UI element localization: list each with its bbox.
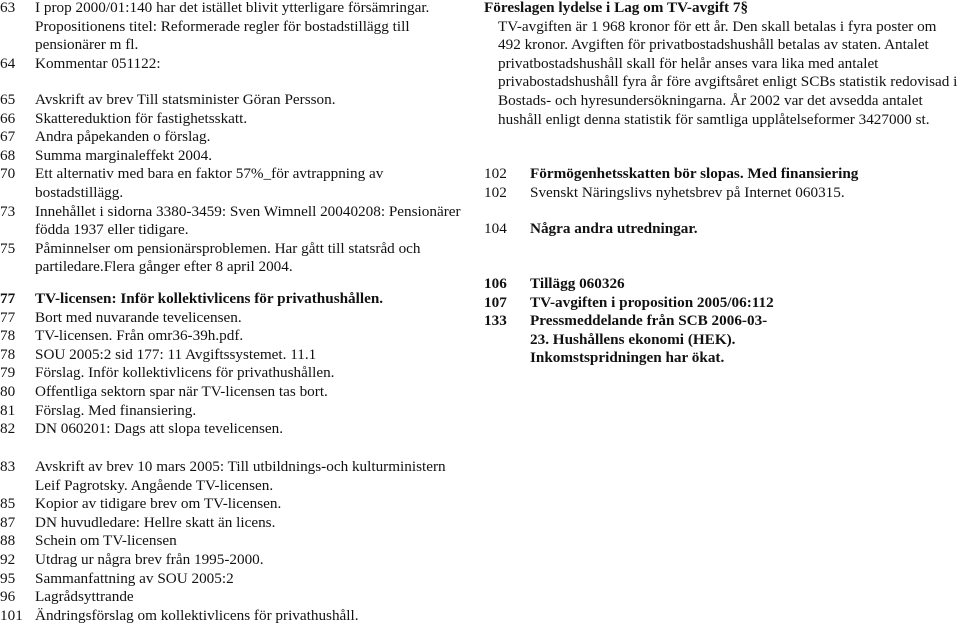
section-heading: Föreslagen lydelse i Lag om TV-avgift 7§	[484, 0, 749, 16]
item-text: Utdrag ur några brev från 1995-2000.	[35, 550, 264, 568]
item-number: 80	[0, 382, 16, 400]
item-number: 75	[0, 239, 16, 257]
list-item	[0, 402, 470, 421]
list-item	[0, 607, 470, 626]
list-item	[0, 495, 470, 514]
item-text: SOU 2005:2 sid 177: 11 Avgiftssystemet. 11.1	[35, 345, 317, 363]
item-number: 107	[484, 293, 507, 311]
item-number: 77	[0, 308, 16, 326]
item-text: Några andra utredningar.	[530, 220, 698, 237]
item-text: Pressmeddelande från SCB 2006-03-23. Hushållens ekonomi (HEK). Inkomstspridningen har ökat.	[530, 312, 768, 367]
list-item	[0, 55, 470, 74]
item-number: 82	[0, 420, 16, 438]
list-item	[0, 128, 470, 147]
item-number: 83	[0, 458, 16, 475]
list-block-2	[0, 91, 470, 277]
item-number: 92	[0, 550, 16, 568]
item-number: 78	[0, 327, 16, 345]
item-number: 65	[0, 91, 16, 108]
tv-avgift-section	[484, 0, 959, 129]
item-number: 102	[484, 183, 507, 201]
list-item	[0, 532, 470, 551]
item-text: Svenskt Näringslivs nyhetsbrev på Internet 060315.	[530, 183, 845, 201]
item-text: Avskrift av brev Till statsminister Göran Persson.	[35, 91, 336, 108]
list-item	[0, 110, 470, 129]
item-text: Summa marginaleffekt 2004.	[35, 146, 213, 164]
list-item	[0, 458, 470, 495]
item-text: Sammanfattning av SOU 2005:2	[35, 569, 234, 587]
item-text: Kommentar 051122:	[35, 54, 161, 72]
item-text: Förmögenhetsskatten bör slopas. Med finansiering	[530, 165, 859, 182]
item-number: 96	[0, 588, 16, 606]
list-item	[0, 383, 470, 402]
item-number: 85	[0, 495, 16, 513]
item-text: Ett alternativ med bara en faktor 57%_för avtrappning av bostadstillägg.	[35, 165, 384, 201]
item-text: DN huvudledare: Hellre skatt än licens.	[35, 513, 276, 531]
list-item	[484, 184, 959, 203]
item-text: DN 060201: Dags att slopa tevelicensen.	[35, 420, 284, 438]
item-text: Innehållet i sidorna 3380-3459: Sven Wimnell 20040208: Pensionärer födda 1937 eller tidigare.	[35, 202, 461, 239]
item-number: 78	[0, 345, 16, 363]
item-text: Påminnelser om pensionärsproblemen. Har gått till statsråd och partiledare.Flera gånger efter 8 april 2004.	[35, 239, 421, 276]
list-item	[484, 220, 959, 239]
item-number: 68	[0, 146, 16, 164]
item-number: 63	[0, 0, 16, 16]
item-number: 101	[0, 606, 23, 624]
list-item	[0, 570, 470, 589]
item-text: I prop 2000/01:140 har det istället blivit ytterligare försämringar. Propositionens titel: Reformerade regler för bostadstillägg till pensionärer m fl.	[35, 0, 430, 54]
list-item	[0, 147, 470, 166]
item-text: Förslag. Inför kollektivlicens för privathushållen.	[35, 364, 335, 382]
list-item	[0, 346, 470, 365]
item-text: Skattereduktion för fastighetsskatt.	[35, 109, 248, 127]
item-number: 106	[484, 275, 507, 292]
item-text: TV-licensen. Från omr36-39h.pdf.	[35, 327, 244, 345]
list-block-right-4	[484, 275, 959, 368]
item-text: Kopior av tidigare brev om TV-licensen.	[35, 495, 282, 513]
list-item	[484, 165, 959, 184]
list-item	[0, 91, 470, 110]
list-item	[0, 309, 470, 328]
item-number: 102	[484, 165, 507, 182]
item-text: Avskrift av brev 10 mars 2005: Till utbildnings-och kulturministern Leif Pagrotsky. Angående TV-licensen.	[35, 458, 446, 494]
list-item	[484, 294, 959, 313]
list-item	[484, 312, 959, 368]
item-text: Bort med nuvarande tevelicensen.	[35, 308, 242, 326]
item-text: Andra påpekanden o förslag.	[35, 128, 211, 146]
list-block-right-2	[484, 165, 959, 202]
item-number: 87	[0, 513, 16, 531]
list-item	[0, 290, 470, 309]
item-number: 64	[0, 54, 16, 72]
item-number: 67	[0, 128, 16, 146]
item-number: 81	[0, 401, 16, 419]
list-item	[0, 327, 470, 346]
list-item	[0, 420, 470, 439]
item-text: Schein om TV-licensen	[35, 532, 177, 550]
item-text: TV-avgiften i proposition 2005/06:112	[530, 293, 774, 311]
list-item	[0, 551, 470, 570]
item-text: Förslag. Med finansiering.	[35, 401, 197, 419]
item-number: 88	[0, 532, 16, 550]
item-number: 79	[0, 364, 16, 382]
item-text: Tillägg 060326	[530, 275, 625, 292]
item-text: Offentliga sektorn spar när TV-licensen tas bort.	[35, 382, 328, 400]
list-block-3	[0, 290, 470, 439]
item-number: 104	[484, 220, 507, 237]
list-block-right-3	[484, 220, 959, 239]
list-item	[0, 514, 470, 533]
item-number: 133	[484, 312, 507, 330]
item-number: 66	[0, 109, 16, 127]
list-item	[0, 588, 470, 607]
list-item	[0, 203, 470, 240]
item-text: Ändringsförslag om kollektivlicens för privathushåll.	[35, 606, 359, 624]
list-item	[0, 165, 470, 202]
list-item	[0, 0, 470, 55]
list-item	[0, 240, 470, 277]
item-text: Lagrådsyttrande	[35, 588, 134, 606]
section-paragraph: TV-avgiften är 1 968 kronor för ett år. Den skall betalas i fyra poster om 492 kronor. Avgiften för privatbostadshushåll betalas av staten. Antalet privatbostadshushåll skall för helår anses vara lika med antalet privabostadshushåll fyra år före avgiftsåret enligt SCBs statistik redovisad i Bostads- och hyresundersökningarna. År 2002 var det avsedda antalet hushåll enligt denna statistik för samtliga upplåtelseformer 3427000 st.	[498, 17, 958, 128]
item-number: 77	[0, 290, 16, 307]
list-block-1	[0, 0, 470, 73]
list-block-4	[0, 458, 470, 625]
list-item	[484, 275, 959, 294]
item-text: TV-licensen: Inför kollektivlicens för privathushållen.	[35, 290, 384, 307]
item-number: 73	[0, 202, 16, 220]
list-item	[0, 364, 470, 383]
item-number: 95	[0, 569, 16, 587]
item-number: 70	[0, 165, 16, 183]
